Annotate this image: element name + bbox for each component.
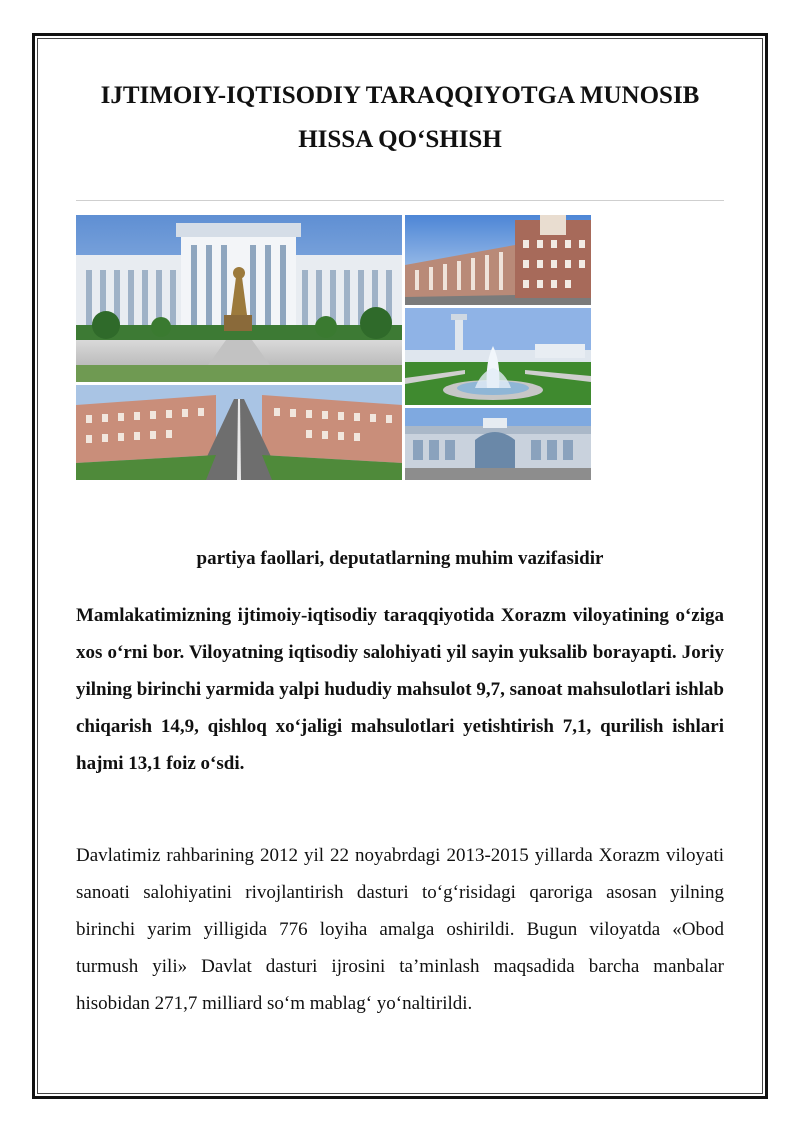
paragraph-intro: Mamlakatimizning ijtimoiy-iqtisodiy taraqqiyotida Xorazm viloyatining o‘ziga xos o‘rni bor. Viloyatning iqtisodiy salohiyati yil sayin yuksalib borayapti. Joriy yilning birinchi yarmida yalpi hududiy mahsulot 9,7, sanoat mahsulotlari ishlab chiqarish 14,9, qishloq xo‘jaligi mahsulotlari yetishtirish 7,1, qurilish ishlari hajmi 13,1 foiz o‘sdi. bbox=[76, 605, 724, 774]
document-title: IJTIMOIY-IQTISODIY TARAQQIYOTGA MUNOSIB HISSA QO‘SHISH bbox=[100, 82, 700, 153]
photo-railway-station bbox=[405, 408, 591, 480]
photo-apartment-street bbox=[405, 215, 591, 305]
paragraph-body: Davlatimiz rahbarining 2012 yil 22 noyabrdagi 2013-2015 yillarda Xorazm viloyati sanoati salohiyatini rivojlantirish dasturi to‘g‘risidagi qaroriga asosan yilning birinchi yarim yilligida 776 loyiha amalga oshirildi. Bugun viloyatda «Obod turmush yili» Davlat dasturi ijrosini ta’minlash maqsadida barcha manbalar hisobidan 271,7 milliard so‘m mablag‘ yo‘naltirildi. bbox=[76, 845, 724, 1014]
title-divider bbox=[76, 200, 724, 201]
photo-avenue bbox=[76, 385, 402, 480]
photo-government-building bbox=[76, 215, 402, 382]
photo-fountain-park bbox=[405, 308, 591, 405]
document-subtitle: partiya faollari, deputatlarning muhim vazifasidir bbox=[196, 548, 604, 569]
photo-collage bbox=[76, 215, 591, 480]
